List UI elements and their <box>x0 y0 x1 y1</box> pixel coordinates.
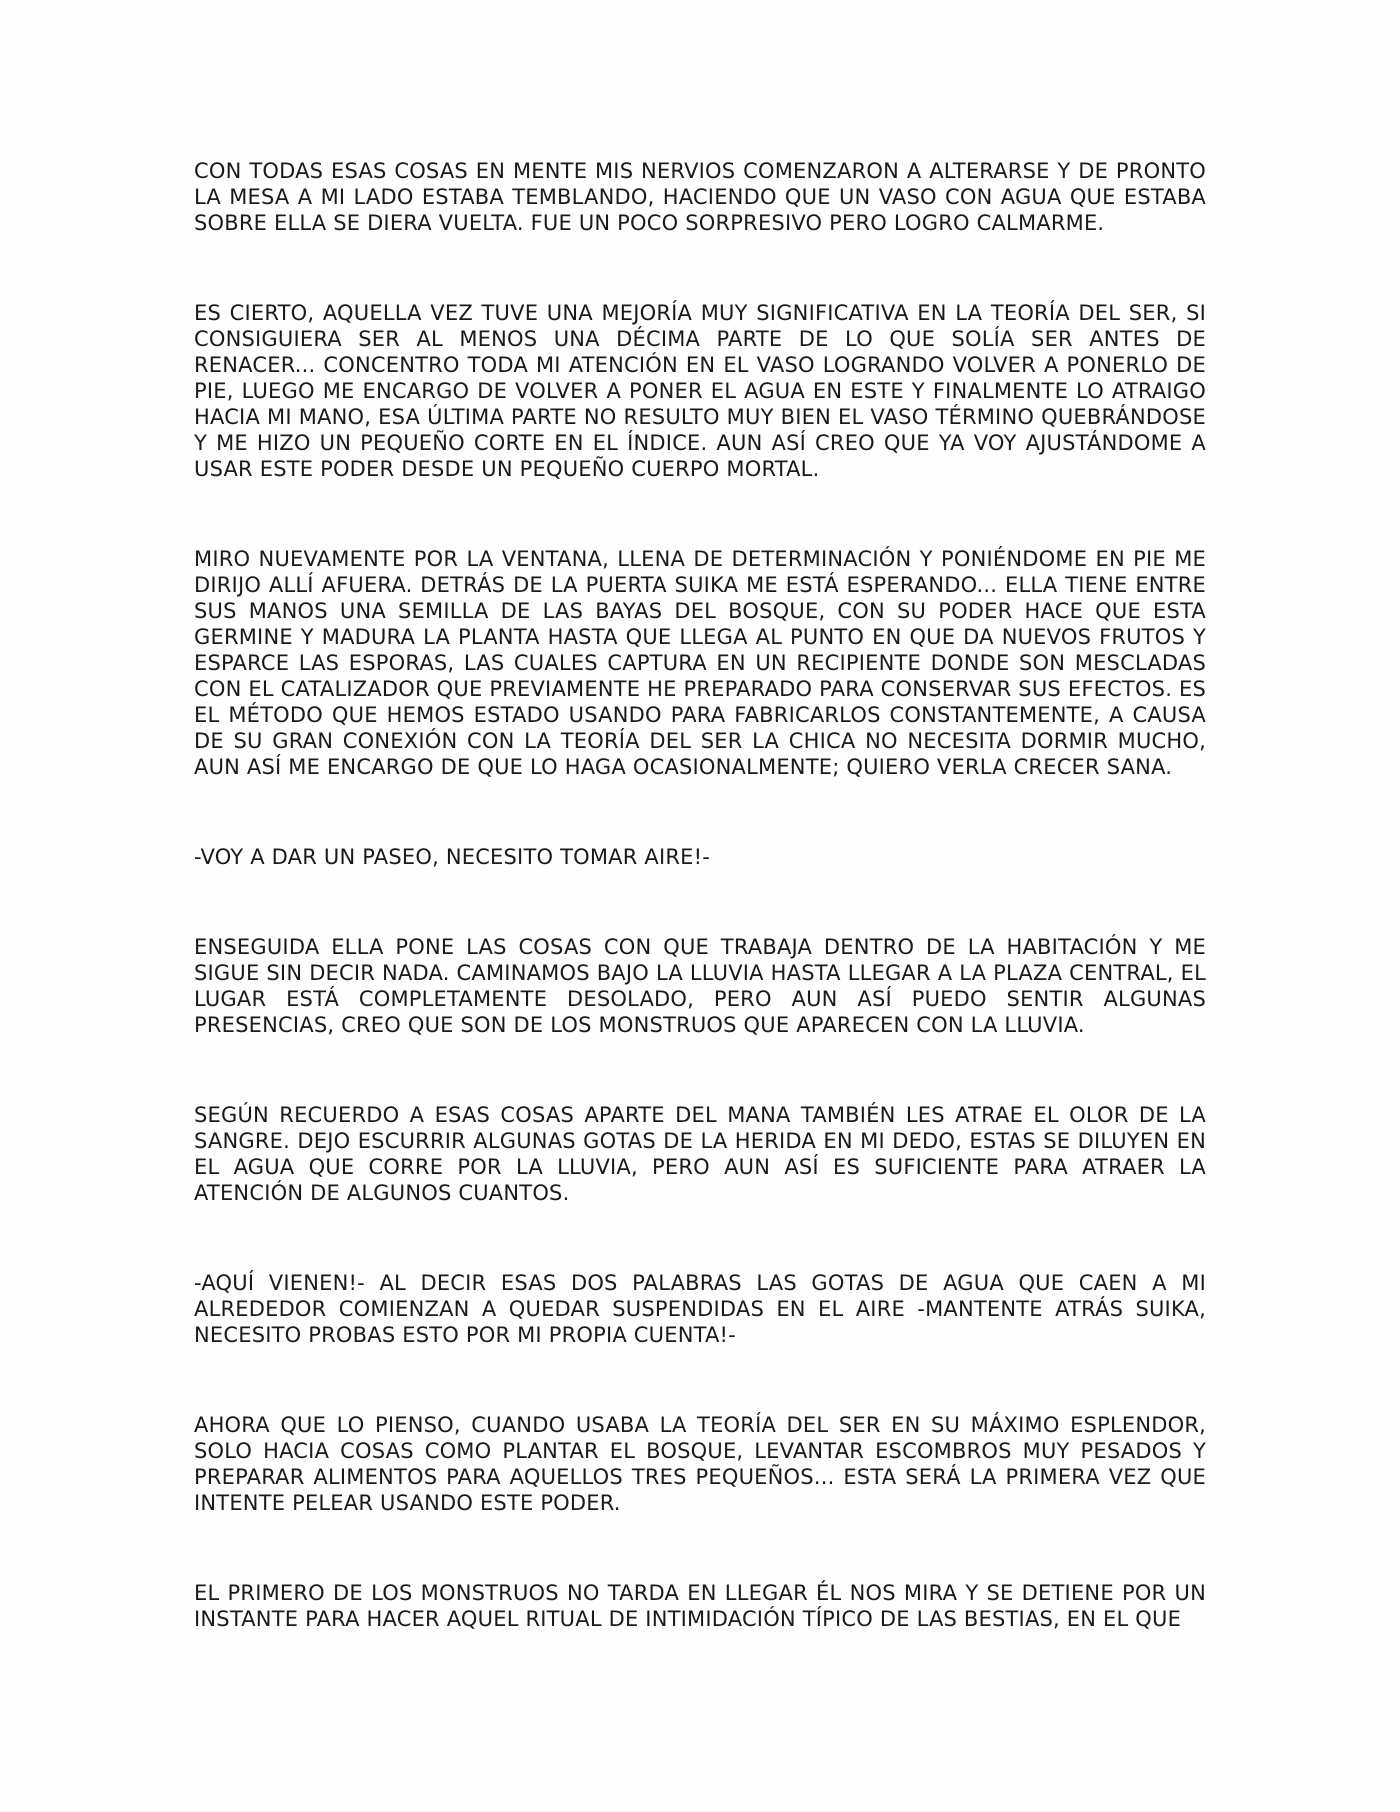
paragraph-3: MIRO NUEVAMENTE POR LA VENTANA, LLENA DE DETERMINACIÓN Y PONIÉNDOME EN PIE ME DIRIJO ALLÍ AFUERA. DETRÁS DE LA PUERTA SUIKA ME ESTÁ ESPERANDO... ELLA TIENE ENTRE SUS MANOS UNA SEMILLA DE LAS BAYAS DEL BOSQUE, CON SU PODER HACE QUE ESTA GERMINE Y MADURA LA PLANTA HASTA QUE LLEGA AL PUNTO EN QUE DA NUEVOS FRUTOS Y ESPARCE LAS ESPORAS, LAS CUALES CAPTURA EN UN RECIPIENTE DONDE SON MESCLADAS CON EL CATALIZADOR QUE PREVIAMENTE HE PREPARADO PARA CONSERVAR SUS EFECTOS. ES EL MÉTODO QUE HEMOS ESTADO USANDO PARA FABRICARLOS CONSTANTEMENTE, A CAUSA DE SU GRAN CONEXIÓN CON LA TEORÍA DEL SER LA CHICA NO NECESITA DORMIR MUCHO, AUN ASÍ ME ENCARGO DE QUE LO HAGA OCASIONALMENTE; QUIERO VERLA CRECER SANA. <box>194 547 1206 779</box>
paragraph-2: ES CIERTO, AQUELLA VEZ TUVE UNA MEJORÍA MUY SIGNIFICATIVA EN LA TEORÍA DEL SER, SI CONSIGUIERA SER AL MENOS UNA DÉCIMA PARTE DE LO QUE SOLÍA SER ANTES DE RENACER... CONCENTRO TODA MI ATENCIÓN EN EL VASO LOGRANDO VOLVER A PONERLO DE PIE, LUEGO ME ENCARGO DE VOLVER A PONER EL AGUA EN ESTE Y FINALMENTE LO ATRAIGO HACIA MI MANO, ESA ÚLTIMA PARTE NO RESULTO MUY BIEN EL VASO TÉRMINO QUEBRÁNDOSE Y ME HIZO UN PEQUEÑO CORTE EN EL ÍNDICE. AUN ASÍ CREO QUE YA VOY AJUSTÁNDOME A USAR ESTE PODER DESDE UN PEQUEÑO CUERPO MORTAL. <box>194 301 1206 481</box>
paragraph-8: AHORA QUE LO PIENSO, CUANDO USABA LA TEORÍA DEL SER EN SU MÁXIMO ESPLENDOR, SOLO HACIA COSAS COMO PLANTAR EL BOSQUE, LEVANTAR ESCOMBROS MUY PESADOS Y PREPARAR ALIMENTOS PARA AQUELLOS TRES PEQUEÑOS... ESTA SERÁ LA PRIMERA VEZ QUE INTENTE PELEAR USANDO ESTE PODER. <box>194 1413 1206 1515</box>
paragraph-1: CON TODAS ESAS COSAS EN MENTE MIS NERVIOS COMENZARON A ALTERARSE Y DE PRONTO LA MESA A MI LADO ESTABA TEMBLANDO, HACIENDO QUE UN VASO CON AGUA QUE ESTABA SOBRE ELLA SE DIERA VUELTA. FUE UN POCO SORPRESIVO PERO LOGRO CALMARME. <box>194 159 1206 235</box>
paragraph-6: SEGÚN RECUERDO A ESAS COSAS APARTE DEL MANA TAMBIÉN LES ATRAE EL OLOR DE LA SANGRE. DEJO ESCURRIR ALGUNAS GOTAS DE LA HERIDA EN MI DEDO, ESTAS SE DILUYEN EN EL AGUA QUE CORRE POR LA LLUVIA, PERO AUN ASÍ ES SUFICIENTE PARA ATRAER LA ATENCIÓN DE ALGUNOS CUANTOS. <box>194 1103 1206 1205</box>
dialogue-paragraph-7: -AQUÍ VIENEN!- AL DECIR ESAS DOS PALABRAS LAS GOTAS DE AGUA QUE CAEN A MI ALREDEDOR COMIENZAN A QUEDAR SUSPENDIDAS EN EL AIRE -MANTENTE ATRÁS SUIKA, NECESITO PROBAS ESTO POR MI PROPIA CUENTA!- <box>194 1271 1206 1347</box>
text-column <box>194 158 1206 1632</box>
dialogue-line-1: -VOY A DAR UN PASEO, NECESITO TOMAR AIRE!- <box>194 845 711 869</box>
paragraph-5: ENSEGUIDA ELLA PONE LAS COSAS CON QUE TRABAJA DENTRO DE LA HABITACIÓN Y ME SIGUE SIN DECIR NADA. CAMINAMOS BAJO LA LLUVIA HASTA LLEGAR A LA PLAZA CENTRAL, EL LUGAR ESTÁ COMPLETAMENTE DESOLADO, PERO AUN ASÍ PUEDO SENTIR ALGUNAS PRESENCIAS, CREO QUE SON DE LOS MONSTRUOS QUE APARECEN CON LA LLUVIA. <box>194 935 1206 1037</box>
paragraph-9: EL PRIMERO DE LOS MONSTRUOS NO TARDA EN LLEGAR ÉL NOS MIRA Y SE DETIENE POR UN INSTANTE PARA HACER AQUEL RITUAL DE INTIMIDACIÓN TÍPICO DE LAS BESTIAS, EN EL QUE <box>194 1581 1206 1631</box>
